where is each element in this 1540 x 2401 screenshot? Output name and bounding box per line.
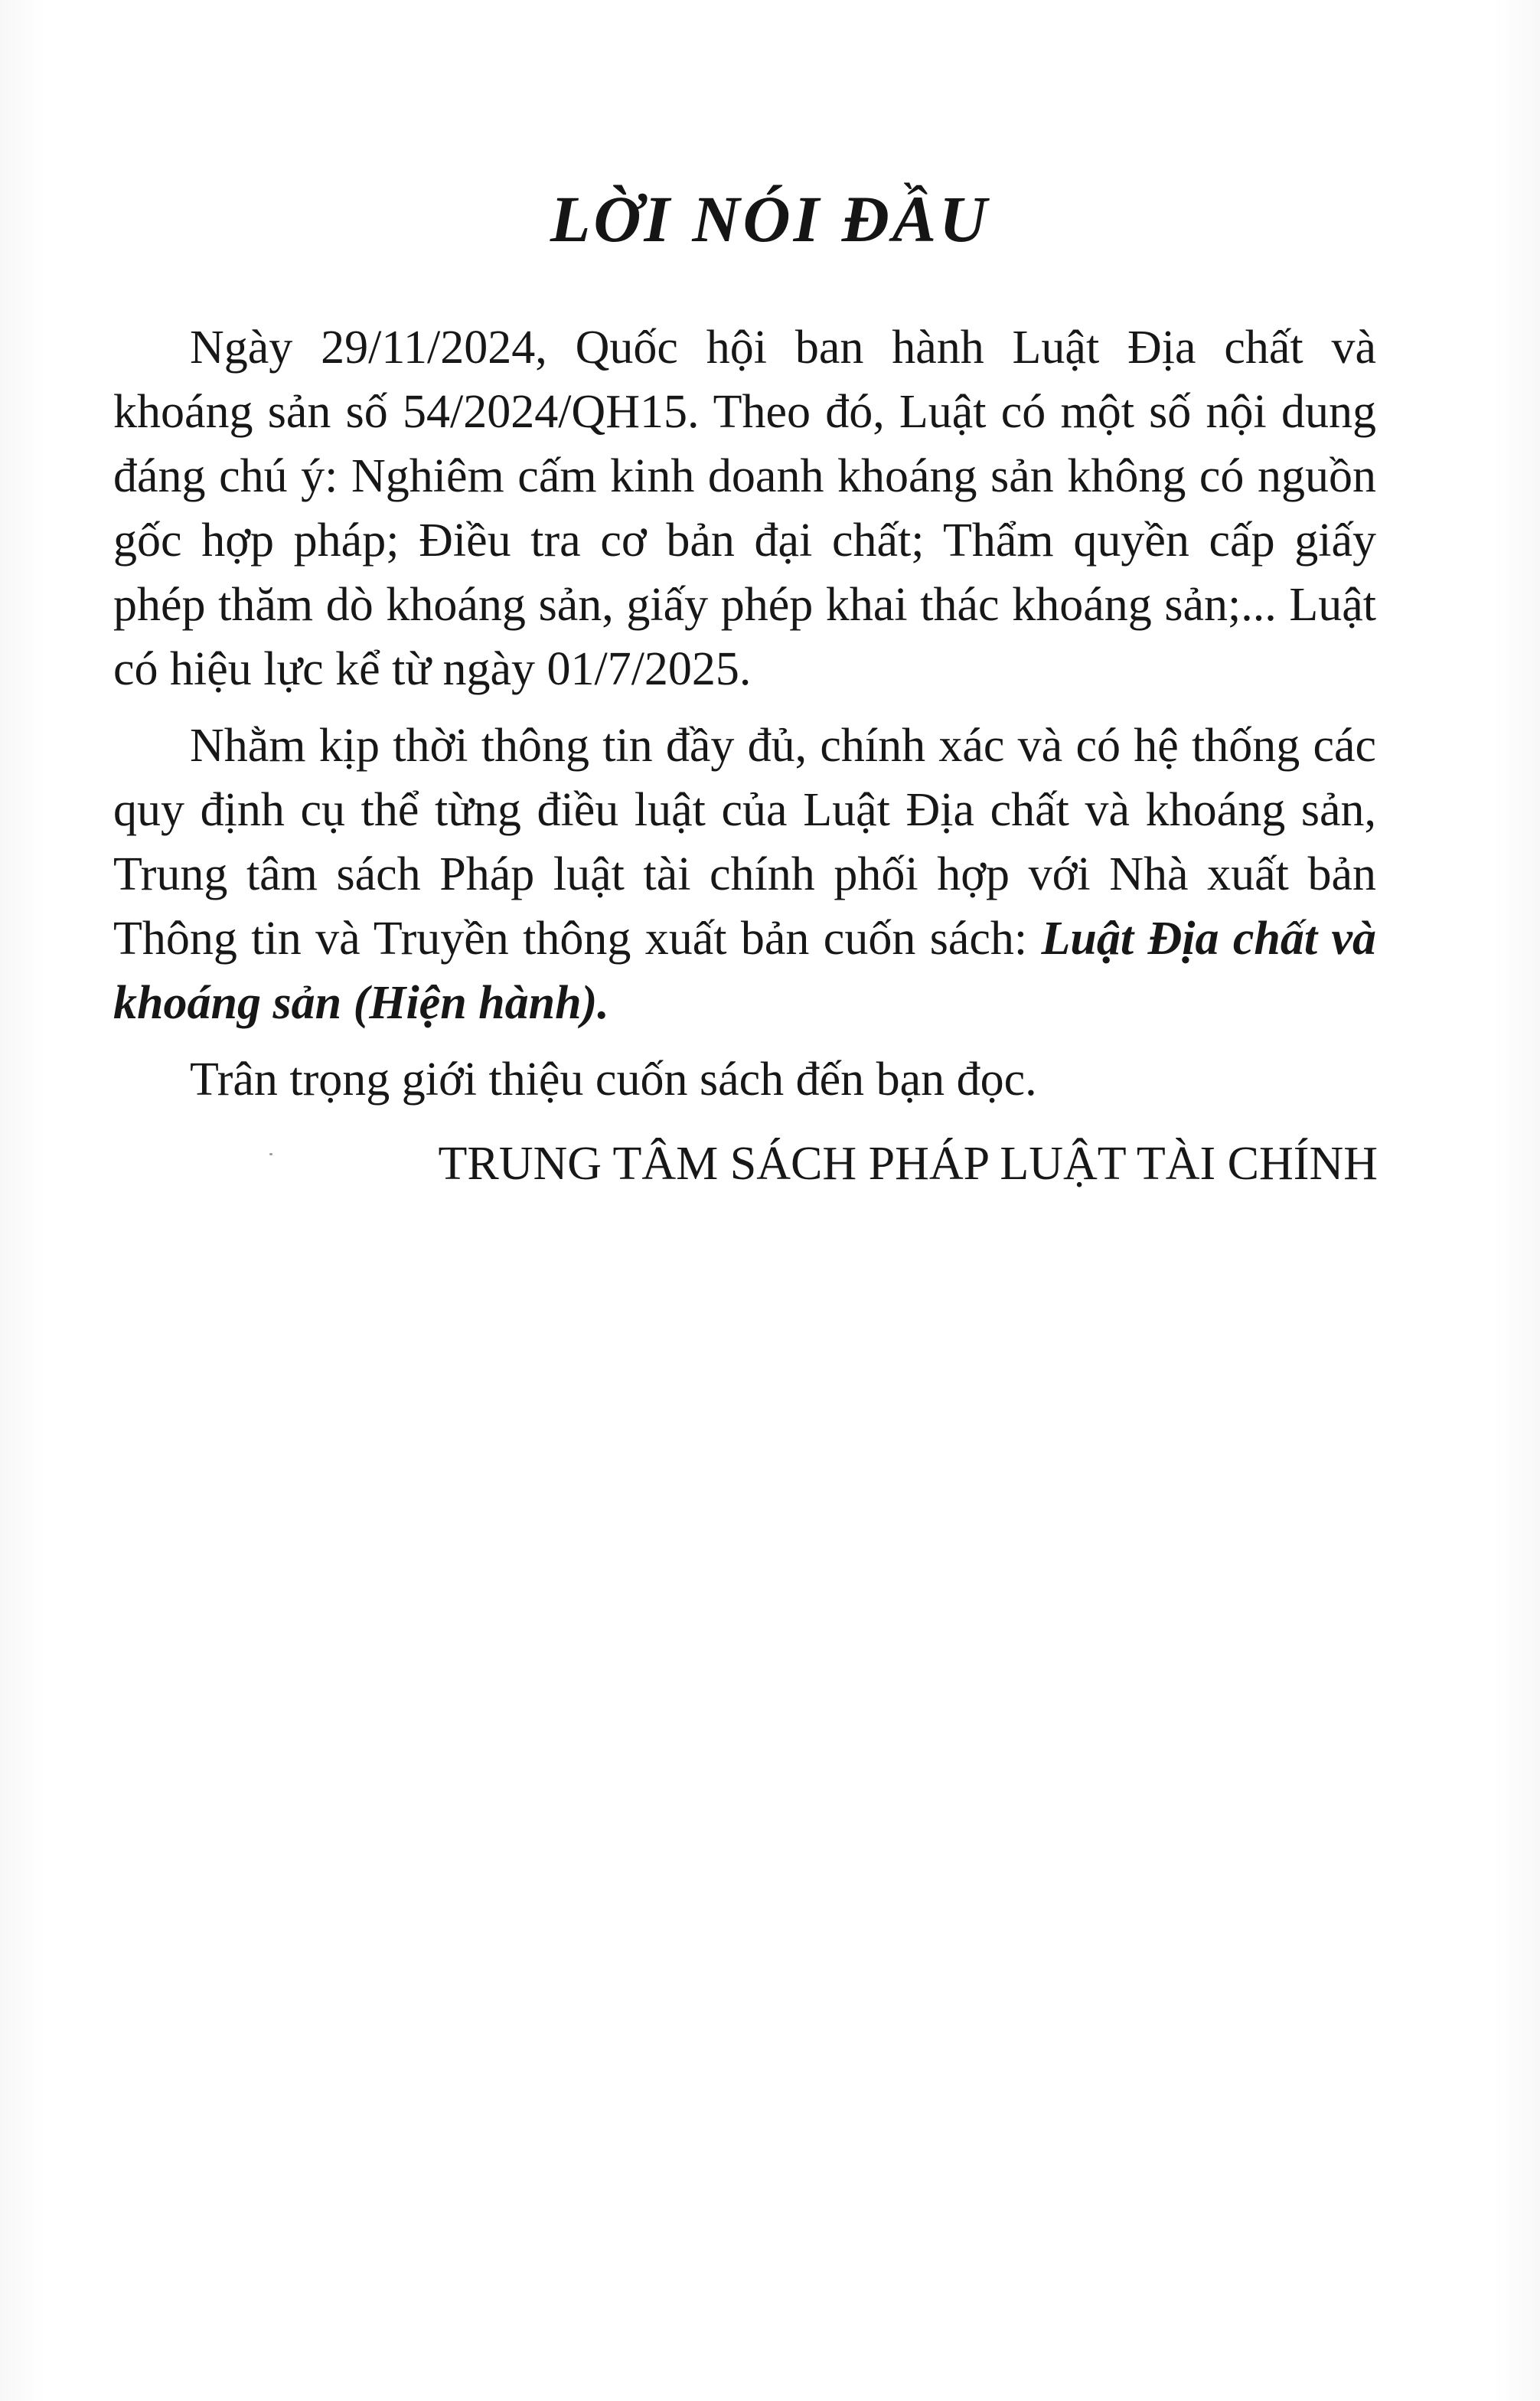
preface-body [113, 315, 1376, 1124]
paragraph-closing: Trân trọng giới thiệu cuốn sách đến bạn đọc. [190, 1054, 1037, 1106]
paragraph-purpose [113, 714, 1376, 1035]
publisher-signature: TRUNG TÂM SÁCH PHÁP LUẬT TÀI CHÍNH [438, 1138, 1378, 1190]
page-title: LỜI NÓI ĐẦU [550, 182, 990, 256]
book-title: Luật Địa chất và khoáng sản (Hiện hành). [113, 913, 1376, 1029]
paragraph-intro: Ngày 29/11/2024, Quốc hội ban hành Luật Địa chất và khoáng sản số 54/2024/QH15. Theo đó, Luật có một số nội dung đáng chú ý: Nghiêm cấm kinh doanh khoáng sản không có nguồn gốc hợp pháp; Điều tra cơ bản đại chất; Thẩm quyền cấp giấy phép thăm dò khoáng sản, giấy phép khai thác khoáng sản;... Luật có hiệu lực kể từ ngày 01/7/2025. [113, 322, 1376, 695]
paragraph-purpose-text: Nhằm kịp thời thông tin đầy đủ, chính xác và có hệ thống các quy định cụ thể từng điều luật của Luật Địa chất và khoáng sản, Trung tâm sách Pháp luật tài chính phối hợp với Nhà xuất bản Thông tin và Truyền thông xuất bản cuốn sách: [113, 720, 1376, 965]
scan-speck [269, 1153, 272, 1155]
